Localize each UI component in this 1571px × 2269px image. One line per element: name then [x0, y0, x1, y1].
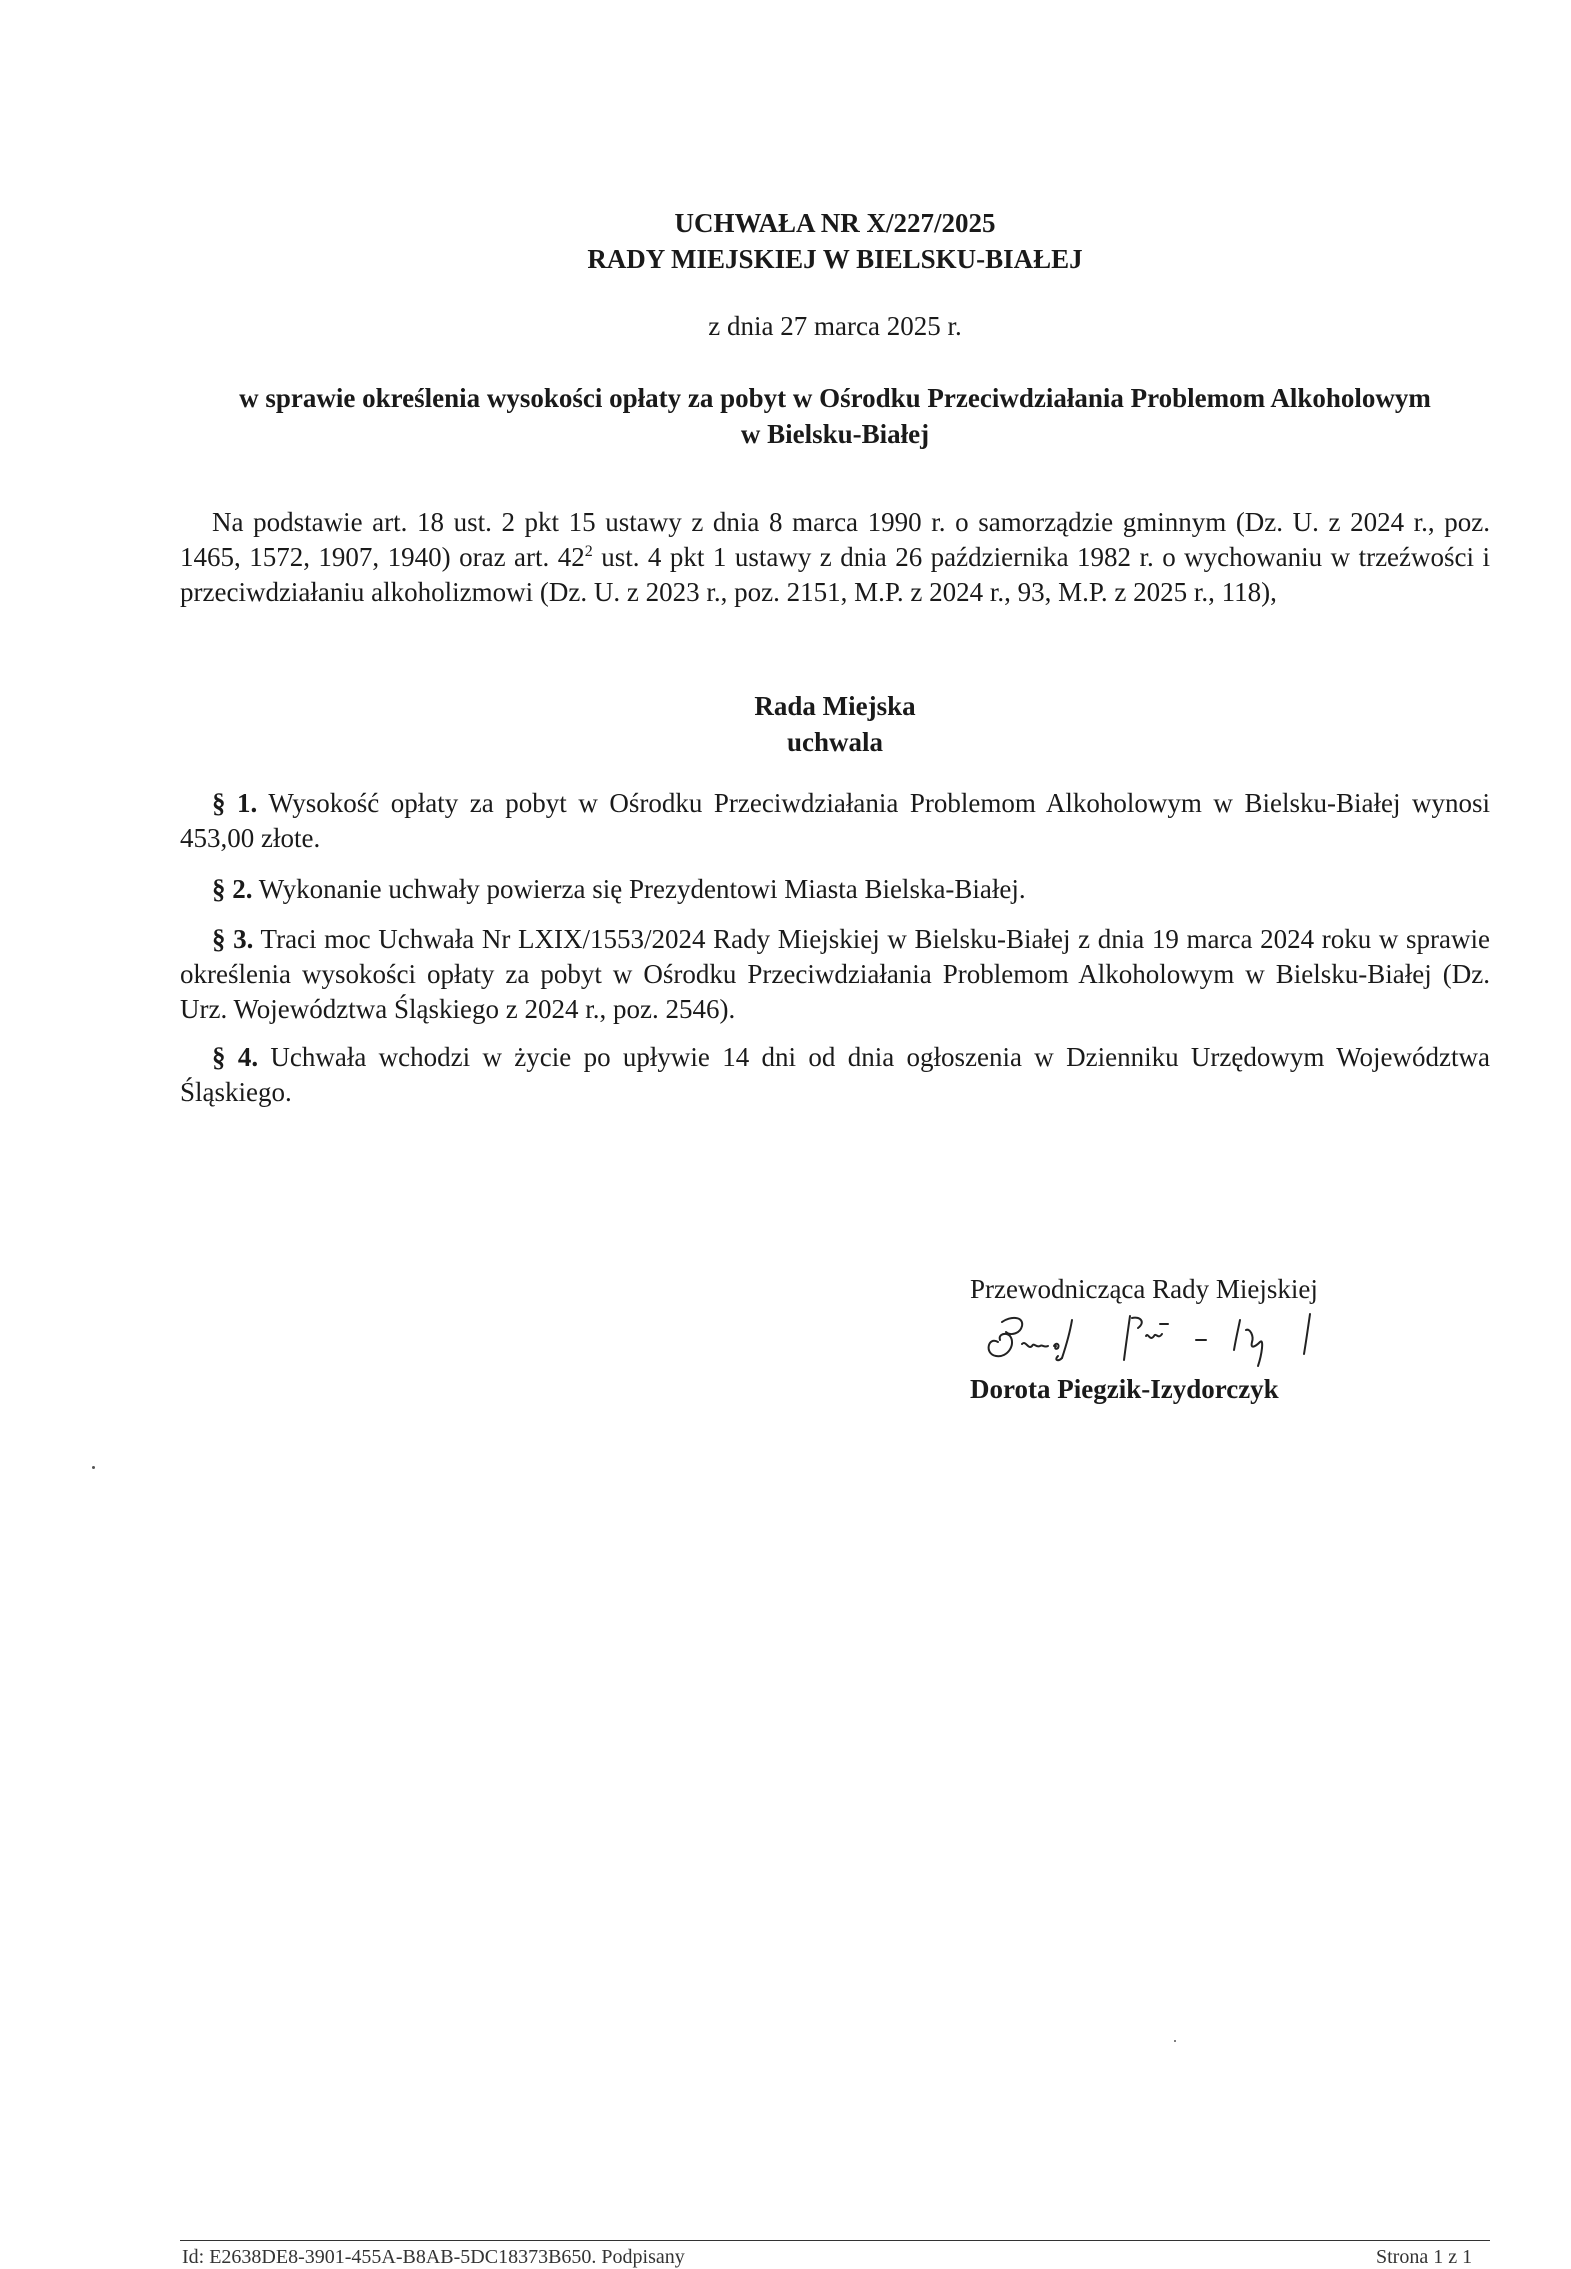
- signature-block: [970, 1272, 1370, 1406]
- handwritten-signature: [970, 1306, 1370, 1372]
- legal-basis-text-1: Na podstawie art. 18 ust. 2 pkt 15 ustawy z dnia 8 marca 1990 r. o samorządzie gminnym (Dz. U. z 2024 r., poz. 1465, 1572, 1907, 1940) oraz art. 42: [180, 507, 1490, 572]
- section-3: [180, 922, 1490, 1027]
- section-text: Wysokość opłaty za pobyt w Ośrodku Przeciwdziałania Problemom Alkoholowym w Bielsku-Białej wynosi 453,00 złote.: [180, 788, 1490, 853]
- signature-scribble-icon: [970, 1306, 1370, 1372]
- section-mark: § 2.: [212, 874, 253, 904]
- section-text: Wykonanie uchwały powierza się Prezydentowi Miasta Bielska-Białej.: [252, 874, 1026, 904]
- subject-line-2: w Bielsku-Białej: [740, 419, 930, 449]
- signatory-role: Przewodnicząca Rady Miejskiej: [970, 1274, 1318, 1304]
- scan-speck: [92, 1466, 95, 1469]
- resolution-title: [180, 205, 1490, 277]
- legal-basis-text-2: ust. 4 pkt 1 ustawy z dnia 26 października 1982 r. o wychowaniu w trzeźwości i przeciwdziałaniu alkoholizmowi (Dz. U. z 2023 r., poz. 2151, M.P. z 2024 r., 93, M.P. z 2025 r., 118),: [180, 542, 1490, 607]
- section-text: Traci moc Uchwała Nr LXIX/1553/2024 Rady Miejskiej w Bielsku-Białej z dnia 19 marca 2024 roku w sprawie określenia wysokości opłaty za pobyt w Ośrodku Przeciwdziałania Problemom Alkoholowym w Bielsku-Białej (Dz. Urz. Województwa Śląskiego z 2024 r., poz. 2546).: [180, 924, 1491, 1024]
- section-2: [180, 872, 1490, 907]
- resolver-verb: uchwala: [786, 727, 884, 757]
- section-4: [180, 1040, 1490, 1110]
- section-mark: § 4.: [212, 1042, 259, 1072]
- footer-rule: [180, 2240, 1490, 2241]
- council-name: RADY MIEJSKIEJ W BIELSKU-BIAŁEJ: [587, 244, 1083, 274]
- resolver-body: Rada Miejska: [754, 691, 916, 721]
- legal-basis-superscript: 2: [584, 543, 593, 560]
- document-id: Id: E2638DE8-3901-455A-B8AB-5DC18373B650. Podpisany: [182, 2246, 685, 2268]
- resolution-date: z dnia 27 marca 2025 r.: [708, 311, 962, 341]
- section-text: Uchwała wchodzi w życie po upływie 14 dni od dnia ogłoszenia w Dzienniku Urzędowym Województwa Śląskiego.: [180, 1042, 1490, 1107]
- resolver-heading: [180, 688, 1490, 760]
- scan-speck: [1174, 2040, 1176, 2042]
- page-number: Strona 1 z 1: [1376, 2246, 1473, 2268]
- subject-line-1: w sprawie określenia wysokości opłaty za pobyt w Ośrodku Przeciwdziałania Problemom Alkoholowym: [239, 383, 1431, 413]
- legal-basis-paragraph: [180, 505, 1490, 610]
- resolution-subject: [180, 380, 1490, 452]
- signatory-name: Dorota Piegzik-Izydorczyk: [970, 1374, 1279, 1404]
- section-mark: § 3.: [212, 924, 254, 954]
- section-1: [180, 786, 1490, 856]
- section-mark: § 1.: [212, 788, 258, 818]
- resolution-number: UCHWAŁA NR X/227/2025: [674, 208, 996, 238]
